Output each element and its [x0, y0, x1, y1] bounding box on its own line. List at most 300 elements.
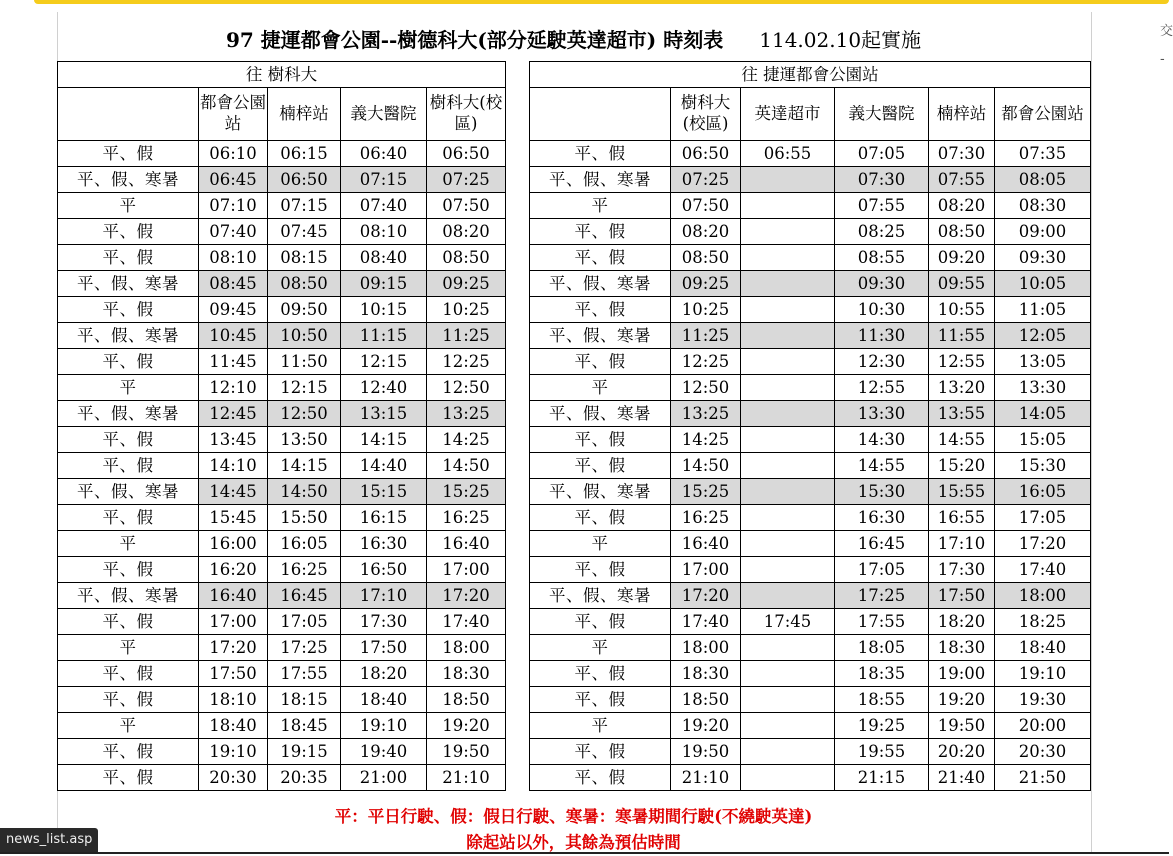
departure-time-cell: 12:50: [671, 375, 741, 401]
departure-time-cell: [741, 583, 835, 609]
departure-time-cell: [741, 349, 835, 375]
table-row: [58, 635, 1091, 661]
departure-time-cell: 14:25: [671, 427, 741, 453]
schedule-type-cell: 平、假、寒暑: [530, 167, 671, 193]
departure-time-cell: 19:10: [341, 713, 427, 739]
schedule-type-cell: 平、假: [530, 765, 671, 791]
departure-time-cell: 14:50: [427, 453, 506, 479]
column-gap: [506, 609, 530, 635]
departure-time-cell: 15:25: [671, 479, 741, 505]
table-row: [58, 427, 1091, 453]
schedule-type-cell: 平、假: [530, 219, 671, 245]
departure-time-cell: 18:40: [995, 635, 1091, 661]
departure-time-cell: [741, 479, 835, 505]
header-outbound-stop: 義大醫院: [341, 88, 427, 141]
departure-time-cell: 13:25: [427, 401, 506, 427]
departure-time-cell: 07:40: [341, 193, 427, 219]
departure-time-cell: [741, 401, 835, 427]
schedule-type-cell: 平、假: [530, 297, 671, 323]
departure-time-cell: 08:20: [929, 193, 995, 219]
header-gap: [506, 88, 530, 141]
table-row: [58, 687, 1091, 713]
departure-time-cell: 12:10: [199, 375, 268, 401]
departure-time-cell: 17:05: [268, 609, 341, 635]
departure-time-cell: 12:45: [199, 401, 268, 427]
departure-time-cell: 11:30: [835, 323, 929, 349]
header-row: [58, 88, 1091, 141]
column-gap: [506, 583, 530, 609]
departure-time-cell: [741, 375, 835, 401]
departure-time-cell: 21:10: [427, 765, 506, 791]
departure-time-cell: 07:25: [427, 167, 506, 193]
departure-time-cell: 15:20: [929, 453, 995, 479]
departure-time-cell: 19:15: [268, 739, 341, 765]
departure-time-cell: 21:40: [929, 765, 995, 791]
departure-time-cell: 09:20: [929, 245, 995, 271]
departure-time-cell: 20:20: [929, 739, 995, 765]
departure-time-cell: 21:15: [835, 765, 929, 791]
departure-time-cell: 07:15: [341, 167, 427, 193]
departure-time-cell: 09:15: [341, 271, 427, 297]
departure-time-cell: 17:40: [995, 557, 1091, 583]
direction-outbound: 往 樹科大: [58, 62, 506, 88]
column-gap: [506, 505, 530, 531]
schedule-type-cell: 平: [58, 193, 199, 219]
departure-time-cell: 12:30: [835, 349, 929, 375]
departure-time-cell: 12:15: [268, 375, 341, 401]
departure-time-cell: 14:15: [268, 453, 341, 479]
departure-time-cell: 17:00: [199, 609, 268, 635]
schedule-type-cell: 平、假: [58, 219, 199, 245]
departure-time-cell: [741, 531, 835, 557]
departure-time-cell: 10:50: [268, 323, 341, 349]
departure-time-cell: 18:50: [671, 687, 741, 713]
departure-time-cell: 09:50: [268, 297, 341, 323]
departure-time-cell: 06:55: [741, 141, 835, 167]
departure-time-cell: 17:50: [341, 635, 427, 661]
column-gap: [506, 401, 530, 427]
departure-time-cell: 15:05: [995, 427, 1091, 453]
table-row: [58, 479, 1091, 505]
departure-time-cell: 19:50: [929, 713, 995, 739]
departure-time-cell: 18:00: [427, 635, 506, 661]
schedule-type-cell: 平、假、寒暑: [58, 401, 199, 427]
schedule-type-cell: 平、假: [58, 141, 199, 167]
table-row: [58, 401, 1091, 427]
departure-time-cell: 17:00: [427, 557, 506, 583]
direction-inbound: 往 捷運都會公園站: [530, 62, 1091, 88]
departure-time-cell: 07:40: [199, 219, 268, 245]
schedule-type-cell: 平、假: [530, 661, 671, 687]
schedule-type-cell: 平、假: [530, 739, 671, 765]
schedule-type-cell: 平、假: [58, 609, 199, 635]
header-blank-inbound: [530, 88, 671, 141]
departure-time-cell: 17:55: [268, 661, 341, 687]
schedule-type-cell: 平、假、寒暑: [58, 271, 199, 297]
schedule-type-cell: 平、假、寒暑: [58, 479, 199, 505]
departure-time-cell: 20:30: [199, 765, 268, 791]
departure-time-cell: 18:20: [929, 609, 995, 635]
schedule-type-cell: 平: [530, 531, 671, 557]
departure-time-cell: 14:30: [835, 427, 929, 453]
departure-time-cell: 17:50: [199, 661, 268, 687]
table-row: [58, 765, 1091, 791]
column-gap: [506, 739, 530, 765]
departure-time-cell: [741, 713, 835, 739]
departure-time-cell: [741, 193, 835, 219]
departure-time-cell: [741, 167, 835, 193]
table-row: [58, 609, 1091, 635]
header-blank-outbound: [58, 88, 199, 141]
departure-time-cell: 14:50: [268, 479, 341, 505]
departure-time-cell: [741, 635, 835, 661]
departure-time-cell: 20:00: [995, 713, 1091, 739]
schedule-type-cell: 平、假: [530, 453, 671, 479]
departure-time-cell: 07:25: [671, 167, 741, 193]
departure-time-cell: 16:25: [427, 505, 506, 531]
column-gap: [506, 349, 530, 375]
status-bar-url: news_list.asp: [0, 828, 98, 852]
schedule-type-cell: 平: [530, 713, 671, 739]
departure-time-cell: 06:50: [671, 141, 741, 167]
departure-time-cell: 07:55: [835, 193, 929, 219]
departure-time-cell: 08:05: [995, 167, 1091, 193]
departure-time-cell: 08:20: [671, 219, 741, 245]
schedule-type-cell: 平、假: [58, 687, 199, 713]
departure-time-cell: 16:55: [929, 505, 995, 531]
column-gap: [506, 687, 530, 713]
departure-time-cell: 17:20: [671, 583, 741, 609]
schedule-type-cell: 平、假: [58, 297, 199, 323]
departure-time-cell: 12:50: [268, 401, 341, 427]
column-gap: [506, 297, 530, 323]
departure-time-cell: 16:30: [835, 505, 929, 531]
departure-time-cell: 10:05: [995, 271, 1091, 297]
table-row: [58, 739, 1091, 765]
column-gap: [506, 167, 530, 193]
departure-time-cell: 10:25: [427, 297, 506, 323]
table-row: [58, 505, 1091, 531]
schedule-type-cell: 平、假: [530, 687, 671, 713]
schedule-type-cell: 平: [530, 375, 671, 401]
column-gap: [506, 531, 530, 557]
departure-time-cell: 19:50: [427, 739, 506, 765]
departure-time-cell: 06:50: [427, 141, 506, 167]
departure-time-cell: 17:10: [929, 531, 995, 557]
table-row: [58, 271, 1091, 297]
schedule-type-cell: 平、假: [530, 609, 671, 635]
departure-time-cell: 13:20: [929, 375, 995, 401]
departure-time-cell: [741, 245, 835, 271]
departure-time-cell: [741, 323, 835, 349]
departure-time-cell: 16:40: [427, 531, 506, 557]
departure-time-cell: 06:15: [268, 141, 341, 167]
departure-time-cell: 16:40: [671, 531, 741, 557]
schedule-type-cell: 平、假: [58, 557, 199, 583]
timetable: [57, 61, 1091, 791]
departure-time-cell: 11:25: [427, 323, 506, 349]
departure-time-cell: [741, 505, 835, 531]
table-row: [58, 167, 1091, 193]
bottom-rule: [0, 852, 1169, 854]
departure-time-cell: [741, 687, 835, 713]
departure-time-cell: 08:50: [427, 245, 506, 271]
table-row: [58, 661, 1091, 687]
column-gap: [506, 635, 530, 661]
schedule-type-cell: 平、假: [58, 505, 199, 531]
table-row: [58, 297, 1091, 323]
schedule-type-cell: 平、假、寒暑: [530, 583, 671, 609]
departure-time-cell: 09:00: [995, 219, 1091, 245]
table-row: [58, 245, 1091, 271]
departure-time-cell: 08:50: [929, 219, 995, 245]
departure-time-cell: 20:30: [995, 739, 1091, 765]
departure-time-cell: 12:25: [427, 349, 506, 375]
departure-time-cell: 13:30: [995, 375, 1091, 401]
table-row: [58, 713, 1091, 739]
departure-time-cell: 15:55: [929, 479, 995, 505]
departure-time-cell: 16:25: [671, 505, 741, 531]
departure-time-cell: 09:55: [929, 271, 995, 297]
departure-time-cell: 18:30: [671, 661, 741, 687]
schedule-type-cell: 平: [58, 375, 199, 401]
departure-time-cell: 12:55: [929, 349, 995, 375]
column-gap: [506, 661, 530, 687]
departure-time-cell: 12:15: [341, 349, 427, 375]
estimate-note: 除起站以外，其餘為預估時間: [466, 833, 681, 852]
departure-time-cell: 15:30: [995, 453, 1091, 479]
departure-time-cell: 10:45: [199, 323, 268, 349]
departure-time-cell: 07:50: [427, 193, 506, 219]
departure-time-cell: 13:25: [671, 401, 741, 427]
departure-time-cell: 19:20: [671, 713, 741, 739]
departure-time-cell: 07:35: [995, 141, 1091, 167]
departure-time-cell: 12:40: [341, 375, 427, 401]
departure-time-cell: 18:20: [341, 661, 427, 687]
table-row: [58, 219, 1091, 245]
column-gap: [506, 557, 530, 583]
departure-time-cell: 16:05: [995, 479, 1091, 505]
departure-time-cell: 13:50: [268, 427, 341, 453]
departure-time-cell: 09:45: [199, 297, 268, 323]
departure-time-cell: 07:30: [929, 141, 995, 167]
departure-time-cell: 08:50: [671, 245, 741, 271]
departure-time-cell: 15:50: [268, 505, 341, 531]
column-gap: [506, 453, 530, 479]
table-row: [58, 193, 1091, 219]
departure-time-cell: 06:50: [268, 167, 341, 193]
table-row: [58, 349, 1091, 375]
departure-time-cell: [741, 453, 835, 479]
departure-time-cell: 15:15: [341, 479, 427, 505]
departure-time-cell: 14:05: [995, 401, 1091, 427]
schedule-type-cell: 平、假: [58, 661, 199, 687]
schedule-type-cell: 平: [58, 531, 199, 557]
departure-time-cell: 13:30: [835, 401, 929, 427]
column-gap: [506, 713, 530, 739]
departure-time-cell: 17:10: [341, 583, 427, 609]
departure-time-cell: 11:50: [268, 349, 341, 375]
departure-time-cell: 12:05: [995, 323, 1091, 349]
departure-time-cell: 21:00: [341, 765, 427, 791]
departure-time-cell: [741, 219, 835, 245]
header-inbound-stop: 義大醫院: [835, 88, 929, 141]
departure-time-cell: 10:15: [341, 297, 427, 323]
direction-gap: [506, 62, 530, 88]
departure-time-cell: 07:15: [268, 193, 341, 219]
departure-time-cell: 17:05: [995, 505, 1091, 531]
departure-time-cell: 14:55: [835, 453, 929, 479]
departure-time-cell: 17:20: [995, 531, 1091, 557]
departure-time-cell: 17:30: [929, 557, 995, 583]
departure-time-cell: 15:30: [835, 479, 929, 505]
departure-time-cell: 19:20: [929, 687, 995, 713]
departure-time-cell: 09:25: [671, 271, 741, 297]
departure-time-cell: 17:55: [835, 609, 929, 635]
departure-time-cell: 13:55: [929, 401, 995, 427]
edge-text-1: 交: [1160, 24, 1173, 39]
departure-time-cell: 07:55: [929, 167, 995, 193]
departure-time-cell: 07:30: [835, 167, 929, 193]
schedule-type-cell: 平、假、寒暑: [530, 271, 671, 297]
departure-time-cell: 18:00: [671, 635, 741, 661]
departure-time-cell: 19:30: [995, 687, 1091, 713]
schedule-type-cell: 平、假、寒暑: [58, 583, 199, 609]
header-inbound-stop: 英達超市: [741, 88, 835, 141]
schedule-type-cell: 平、假、寒暑: [530, 401, 671, 427]
column-gap: [506, 765, 530, 791]
departure-time-cell: 16:25: [268, 557, 341, 583]
departure-time-cell: 10:30: [835, 297, 929, 323]
departure-time-cell: 08:50: [268, 271, 341, 297]
departure-time-cell: 18:55: [835, 687, 929, 713]
departure-time-cell: 18:30: [427, 661, 506, 687]
schedule-type-cell: 平、假、寒暑: [58, 167, 199, 193]
table-row: [58, 583, 1091, 609]
schedule-type-cell: 平、假: [58, 427, 199, 453]
header-outbound-stop: 都會公園站: [199, 88, 268, 141]
departure-time-cell: 19:50: [671, 739, 741, 765]
column-gap: [506, 219, 530, 245]
column-gap: [506, 245, 530, 271]
departure-time-cell: 07:50: [671, 193, 741, 219]
schedule-type-cell: 平、假: [530, 427, 671, 453]
table-row: [58, 531, 1091, 557]
departure-time-cell: 18:40: [199, 713, 268, 739]
departure-time-cell: 16:05: [268, 531, 341, 557]
schedule-type-cell: 平: [530, 635, 671, 661]
departure-time-cell: 10:25: [671, 297, 741, 323]
departure-time-cell: 19:00: [929, 661, 995, 687]
direction-row: [58, 62, 1091, 88]
departure-time-cell: 08:55: [835, 245, 929, 271]
departure-time-cell: 18:10: [199, 687, 268, 713]
table-row: [58, 323, 1091, 349]
departure-time-cell: 20:35: [268, 765, 341, 791]
departure-time-cell: 14:50: [671, 453, 741, 479]
departure-time-cell: [741, 427, 835, 453]
departure-time-cell: 14:40: [341, 453, 427, 479]
departure-time-cell: 09:30: [835, 271, 929, 297]
column-gap: [506, 271, 530, 297]
departure-time-cell: 18:40: [341, 687, 427, 713]
departure-time-cell: 17:45: [741, 609, 835, 635]
departure-time-cell: 17:40: [427, 609, 506, 635]
departure-time-cell: 19:10: [199, 739, 268, 765]
departure-time-cell: 08:10: [199, 245, 268, 271]
table-row: [58, 141, 1091, 167]
departure-time-cell: 07:10: [199, 193, 268, 219]
table-row: [58, 453, 1091, 479]
column-gap: [506, 375, 530, 401]
departure-time-cell: 07:45: [268, 219, 341, 245]
departure-time-cell: [741, 661, 835, 687]
schedule-type-cell: 平、假: [530, 505, 671, 531]
departure-time-cell: 18:35: [835, 661, 929, 687]
departure-time-cell: 08:45: [199, 271, 268, 297]
departure-time-cell: 21:10: [671, 765, 741, 791]
departure-time-cell: 09:30: [995, 245, 1091, 271]
departure-time-cell: 07:05: [835, 141, 929, 167]
browser-accent-bar: [34, 0, 1169, 4]
timetable-notes: [57, 804, 1090, 856]
departure-time-cell: 14:15: [341, 427, 427, 453]
departure-time-cell: 14:25: [427, 427, 506, 453]
departure-time-cell: 19:25: [835, 713, 929, 739]
schedule-type-cell: 平、假: [530, 557, 671, 583]
departure-time-cell: 08:20: [427, 219, 506, 245]
departure-time-cell: 16:15: [341, 505, 427, 531]
departure-time-cell: 11:15: [341, 323, 427, 349]
column-gap: [506, 479, 530, 505]
departure-time-cell: 18:25: [995, 609, 1091, 635]
schedule-type-cell: 平、假: [58, 349, 199, 375]
departure-time-cell: 19:40: [341, 739, 427, 765]
departure-time-cell: 17:20: [427, 583, 506, 609]
departure-time-cell: 14:45: [199, 479, 268, 505]
departure-time-cell: 18:00: [995, 583, 1091, 609]
edge-text-2: -: [1160, 52, 1165, 67]
schedule-type-cell: 平、假、寒暑: [530, 323, 671, 349]
departure-time-cell: 17:00: [671, 557, 741, 583]
schedule-type-cell: 平、假、寒暑: [58, 323, 199, 349]
departure-time-cell: [741, 557, 835, 583]
timetable-title: 97 捷運都會公園--樹德科大(部分延駛英達超市) 時刻表: [225, 27, 724, 52]
column-gap: [506, 193, 530, 219]
departure-time-cell: 06:45: [199, 167, 268, 193]
departure-time-cell: 08:25: [835, 219, 929, 245]
departure-time-cell: 18:45: [268, 713, 341, 739]
departure-time-cell: 19:20: [427, 713, 506, 739]
departure-time-cell: 11:05: [995, 297, 1091, 323]
departure-time-cell: [741, 297, 835, 323]
schedule-type-cell: 平、假、寒暑: [530, 479, 671, 505]
departure-time-cell: 19:55: [835, 739, 929, 765]
departure-time-cell: 16:50: [341, 557, 427, 583]
departure-time-cell: 18:50: [427, 687, 506, 713]
departure-time-cell: 18:30: [929, 635, 995, 661]
departure-time-cell: 12:50: [427, 375, 506, 401]
header-inbound-stop: 楠梓站: [929, 88, 995, 141]
departure-time-cell: 08:30: [995, 193, 1091, 219]
departure-time-cell: 10:55: [929, 297, 995, 323]
departure-time-cell: 09:25: [427, 271, 506, 297]
departure-time-cell: 14:10: [199, 453, 268, 479]
schedule-type-cell: 平、假: [530, 141, 671, 167]
departure-time-cell: 15:25: [427, 479, 506, 505]
table-row: [58, 557, 1091, 583]
departure-time-cell: 16:20: [199, 557, 268, 583]
